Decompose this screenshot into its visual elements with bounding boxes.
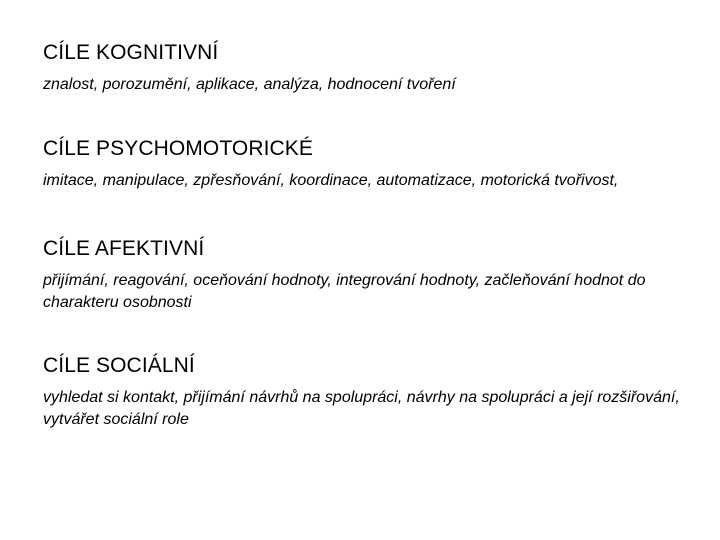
- section-psychomotor-goals: [43, 136, 653, 192]
- section-description: znalost, porozumění, aplikace, analýza, hodnocení tvoření: [43, 76, 456, 93]
- section-heading: CÍLE KOGNITIVNÍ: [43, 41, 219, 64]
- section-cognitive-goals: [43, 40, 693, 96]
- section-social-goals: [43, 353, 688, 431]
- section-description: vyhledat si kontakt, přijímání návrhů na spolupráci, návrhy na spolupráci a její rozšiřování, vytvářet sociální role: [43, 389, 680, 428]
- section-affective-goals: [43, 236, 683, 314]
- section-description: imitace, manipulace, zpřesňování, koordinace, automatizace, motorická tvořivost,: [43, 172, 619, 189]
- section-heading: CÍLE SOCIÁLNÍ: [43, 354, 195, 377]
- section-heading: CÍLE AFEKTIVNÍ: [43, 237, 205, 260]
- section-description: přijímání, reagování, oceňování hodnoty, integrování hodnoty, začleňování hodnot do charakteru osobnosti: [43, 272, 646, 311]
- section-heading: CÍLE PSYCHOMOTORICKÉ: [43, 137, 313, 160]
